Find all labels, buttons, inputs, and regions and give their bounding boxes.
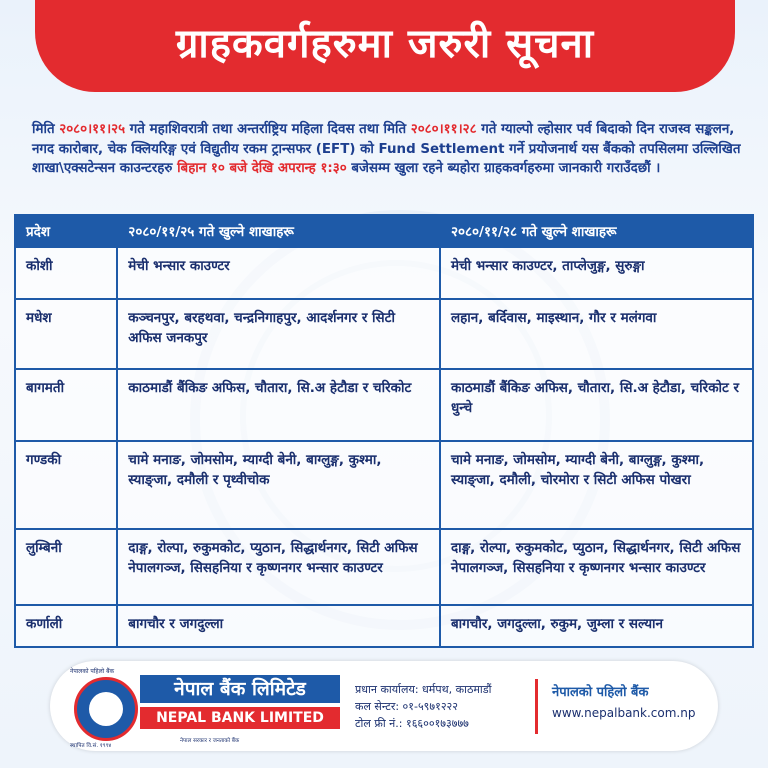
brand-subtitle: नेपाल सरकार र जनताको बैंक xyxy=(180,738,240,744)
intro-date-2: २०८०।११।२८ xyxy=(410,122,477,137)
day1-cell: चामे मनाङ, जोमसोम, म्याग्दी बेनी, बाग्लुङ्ग, कुश्मा, स्याङ्जा, दमौली र पृथ्वीचोक xyxy=(117,441,440,529)
day1-cell: काठमाडौं बैंकिङ अफिस, चौतारा, सि.अ हेटौडा र चरिकोट xyxy=(117,369,440,441)
table-row xyxy=(15,299,753,369)
logo-tagline-bottom: स्थापित वि.सं. १९९४ xyxy=(70,743,112,749)
header-banner xyxy=(35,0,735,92)
province-cell: गण्डकी xyxy=(15,441,117,529)
table-row xyxy=(15,605,753,647)
header-province: प्रदेश xyxy=(15,215,117,247)
province-cell: कोशी xyxy=(15,247,117,299)
logo-tagline-top: नेपालको पहिलो बैंक xyxy=(70,668,115,675)
province-cell: बागमती xyxy=(15,369,117,441)
slogan: नेपालको पहिलो बैंक xyxy=(552,685,649,700)
table-header-row xyxy=(15,215,753,247)
contact-info xyxy=(355,681,492,732)
bank-logo-icon xyxy=(74,677,138,741)
call-center: कल सेन्टर: ०१-५९७१२२२ xyxy=(355,700,458,713)
day2-cell: काठमाडौं बैंकिङ अफिस, चौतारा, सि.अ हेटौडा, चरिकोट र धुन्चे xyxy=(440,369,753,441)
header-day1: २०८०/११/२५ गते खुल्ने शाखाहरू xyxy=(117,215,440,247)
day1-cell: मेची भन्सार काउण्टर xyxy=(117,247,440,299)
day2-cell: चामे मनाङ, जोमसोम, म्याग्दी बेनी, बाग्लुङ्ग, कुश्मा, स्याङ्जा, दमौली, चोरमोरा र सिटी अफिस पोखरा xyxy=(440,441,753,529)
day1-cell: बागचौर र जगदुल्ला xyxy=(117,605,440,647)
brand-name-nepali: नेपाल बैंक लिमिटेड xyxy=(140,675,340,703)
brand-name-english: NEPAL BANK LIMITED xyxy=(140,707,340,729)
province-cell: लुम्बिनी xyxy=(15,529,117,605)
table-row xyxy=(15,369,753,441)
website-link[interactable]: www.nepalbank.com.np xyxy=(552,706,696,720)
divider xyxy=(535,679,538,734)
table-row xyxy=(15,441,753,529)
toll-free: टोल फ्री नं.: १६६००१७३७७७ xyxy=(355,717,469,730)
intro-time: बिहान १० बजे देखि अपरान्ह १:३० xyxy=(177,161,347,176)
slogan-block xyxy=(552,683,695,723)
logo-inner-icon xyxy=(89,692,123,726)
day2-cell: बागचौर, जगदुल्ला, रुकुम, जुम्ला र सल्यान xyxy=(440,605,753,647)
intro-date-1: २०८०।११।२५ xyxy=(59,122,126,137)
head-office: प्रधान कार्यालय: धर्मपथ, काठमाडौं xyxy=(355,683,492,696)
header-day2: २०८०/११/२८ गते खुल्ने शाखाहरू xyxy=(440,215,753,247)
province-cell: मधेश xyxy=(15,299,117,369)
day2-cell: मेची भन्सार काउण्टर, ताप्लेजुङ्ग, सुरुङ्गा xyxy=(440,247,753,299)
day1-cell: कञ्चनपुर, बरहथवा, चन्द्रनिगाहपुर, आदर्शनगर र सिटी अफिस जनकपुर xyxy=(117,299,440,369)
notice-paragraph xyxy=(32,120,744,179)
day2-cell: लहान, बर्दिवास, माइस्थान, गौर र मलंगवा xyxy=(440,299,753,369)
day1-cell: दाङ्ग, रोल्पा, रुकुमकोट, प्युठान, सिद्धार्थनगर, सिटी अफिस नेपालगञ्ज, सिसहनिया र कृष्णनगर भन्सार काउण्टर xyxy=(117,529,440,605)
intro-text-2: गते महाशिवरात्री तथा अन्तर्राष्ट्रिय महिला दिवस तथा मिति xyxy=(125,122,411,137)
province-cell: कर्णाली xyxy=(15,605,117,647)
intro-text-1: मिति xyxy=(32,122,60,137)
intro-text-3: गते ग्याल्पो ल्होसार पर्व बिदाको दिन राजस्व सङ्कलन, नगद कारोबार, चेक क्लियरिङ्ग एवं विद्युतीय रकम ट्रान्सफर (EFT) को Fund Settlement गर्ने प्रयोजनार्थ यस बैंकको तपसिलमा उल्लिखित शाखा\एक्सटेन्सन काउन्टरहरु xyxy=(32,122,741,176)
branches-table xyxy=(14,214,754,648)
day2-cell: दाङ्ग, रोल्पा, रुकुमकोट, प्युठान, सिद्धार्थनगर, सिटी अफिस नेपालगञ्ज, सिसहनिया र कृष्णनगर भन्सार काउण्टर xyxy=(440,529,753,605)
page-title: ग्राहकवर्गहरुमा जरुरी सूचना xyxy=(175,21,595,67)
table-row xyxy=(15,247,753,299)
intro-text-4: बजेसम्म खुला रहने ब्यहोरा ग्राहकवर्गहरुमा जानकारी गराउँदछौं । xyxy=(346,161,661,176)
footer-card xyxy=(50,661,718,751)
table-row xyxy=(15,529,753,605)
